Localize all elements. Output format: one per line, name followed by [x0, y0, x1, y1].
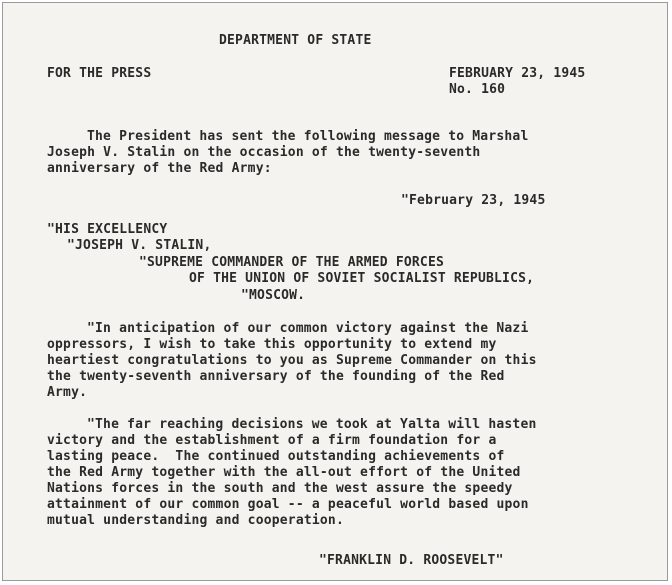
paragraph-line: the twenty-seventh anniversary of the founding of the Red	[47, 369, 505, 384]
address-line: OF THE UNION OF SOVIET SOCIALIST REPUBLICS,	[189, 271, 535, 286]
intro-line: The President has sent the following message to Marshal	[87, 129, 529, 144]
paragraph-line: lasting peace. The continued outstanding achievements of	[47, 449, 505, 464]
paragraph-line: "In anticipation of our common victory against the Nazi	[87, 321, 529, 336]
paragraph-line: heartiest congratulations to you as Supreme Commander on this	[47, 353, 537, 368]
paragraph-line: Nations forces in the south and the west assure the speedy	[47, 481, 513, 496]
address-line: "MOSCOW.	[241, 288, 306, 303]
document-frame	[2, 2, 668, 581]
paragraph-line: victory and the establishment of a firm foundation for a	[47, 433, 497, 448]
paragraph-line: attainment of our common goal -- a peaceful world based upon	[47, 497, 529, 512]
intro-line: Joseph V. Stalin on the occasion of the twenty-seventh	[47, 145, 481, 160]
paragraph-line: the Red Army together with the all-out effort of the United	[47, 465, 521, 480]
paragraph-line: mutual understanding and cooperation.	[47, 513, 344, 528]
address-line: "HIS EXCELLENCY	[47, 222, 168, 237]
address-line: "JOSEPH V. STALIN,	[67, 238, 212, 253]
release-number: No. 160	[449, 82, 506, 97]
message-date: "February 23, 1945	[401, 193, 546, 208]
address-line: "SUPREME COMMANDER OF THE ARMED FORCES	[139, 255, 445, 270]
release-date: FEBRUARY 23, 1945	[449, 66, 586, 81]
paragraph-line: "The far reaching decisions we took at Yalta will hasten	[87, 417, 537, 432]
signature: "FRANKLIN D. ROOSEVELT"	[319, 553, 504, 568]
department-heading: DEPARTMENT OF STATE	[219, 33, 372, 48]
paragraph-line: oppressors, I wish to take this opportunity to extend my	[47, 337, 497, 352]
paragraph-line: Army.	[47, 385, 88, 400]
press-release-document	[3, 3, 669, 582]
for-the-press-label: FOR THE PRESS	[47, 66, 152, 81]
intro-line: anniversary of the Red Army:	[47, 161, 272, 176]
